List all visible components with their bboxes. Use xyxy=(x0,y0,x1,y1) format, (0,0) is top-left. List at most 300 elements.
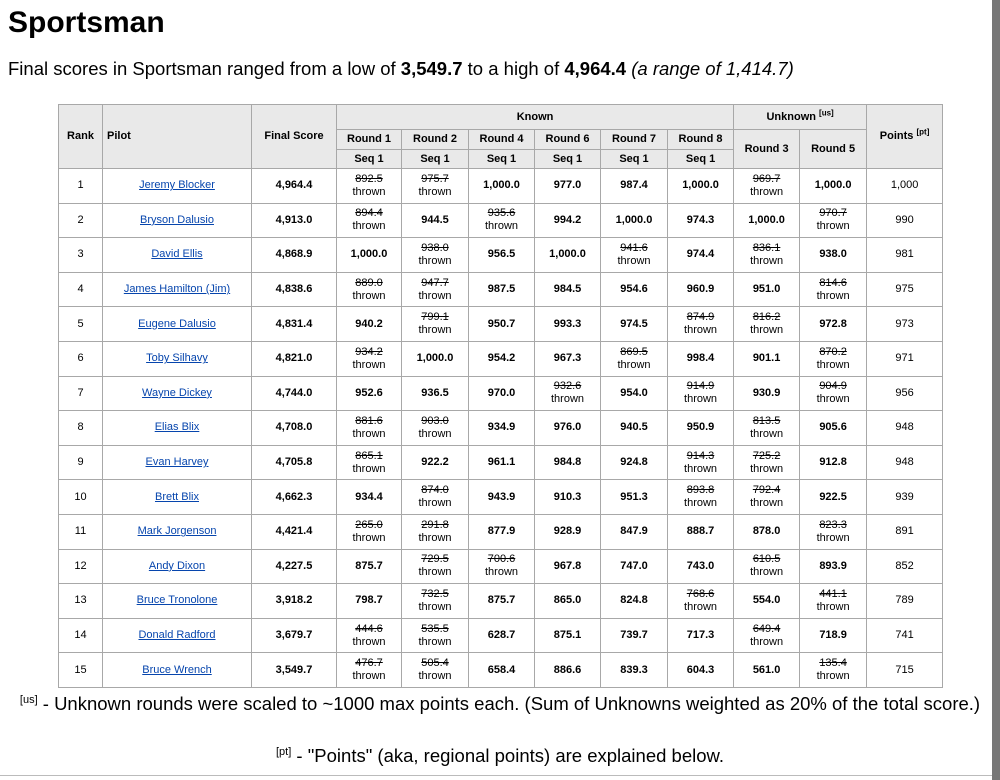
round-score-cell xyxy=(402,480,469,515)
round-score-cell xyxy=(734,514,800,549)
round-score-cell xyxy=(535,307,601,342)
thrown-score: 969.7 xyxy=(752,172,781,185)
thrown-label: thrown xyxy=(418,566,452,579)
thrown-score: 441.1 xyxy=(819,587,847,600)
thrown-score: 265.0 xyxy=(355,518,383,531)
round-score-cell xyxy=(402,169,469,204)
counted-score: 934.9 xyxy=(487,421,516,434)
thrown-score: 893.8 xyxy=(686,484,715,497)
thrown-label: thrown xyxy=(617,254,651,267)
pilot-cell xyxy=(103,618,252,653)
round-score-cell xyxy=(668,514,734,549)
footnote-us-text: - Unknown rounds were scaled to ~1000 max points each. (Sum of Unknowns weighted as 20% of the total score.) xyxy=(37,693,981,714)
round-score-cell xyxy=(469,169,535,204)
round-score-cell xyxy=(402,514,469,549)
counted-score: 878.0 xyxy=(752,525,781,538)
counted-score: 952.6 xyxy=(355,386,383,399)
round-score-cell xyxy=(601,549,668,584)
pilot-link[interactable]: Bryson Dalusio xyxy=(140,213,214,226)
counted-score: 1,000.0 xyxy=(350,248,388,261)
table-row xyxy=(59,445,943,480)
pilot-link[interactable]: Toby Silhavy xyxy=(146,352,208,365)
round-score-cell xyxy=(734,169,800,204)
final-score-cell: 3,918.2 xyxy=(252,584,337,619)
round-score-cell xyxy=(535,411,601,446)
round-score-cell xyxy=(601,514,668,549)
thrown-score: 975.7 xyxy=(421,172,449,185)
thrown-label: thrown xyxy=(750,462,784,475)
counted-score: 987.5 xyxy=(487,283,516,296)
counted-score: 993.3 xyxy=(553,317,582,330)
header-round: Round 7 xyxy=(601,130,668,150)
pilot-link[interactable]: Andy Dixon xyxy=(148,559,206,572)
table-row xyxy=(59,480,943,515)
header-unknown-round: Round 3 xyxy=(734,130,800,169)
thrown-label: thrown xyxy=(550,393,585,406)
thrown-score: 476.7 xyxy=(355,657,383,670)
thrown-score: 904.9 xyxy=(819,380,847,393)
counted-score: 970.0 xyxy=(487,386,516,399)
thrown-score: 874.0 xyxy=(421,484,449,497)
round-score-cell xyxy=(337,584,402,619)
counted-score: 1,000.0 xyxy=(748,213,785,226)
points-cell: 852 xyxy=(867,549,943,584)
round-score-cell xyxy=(337,653,402,688)
counted-score: 972.8 xyxy=(819,317,847,330)
round-score-cell xyxy=(668,480,734,515)
pilot-link[interactable]: James Hamilton (Jim) xyxy=(123,283,231,296)
table-row xyxy=(59,514,943,549)
thrown-score: 932.6 xyxy=(553,380,582,393)
rank-cell: 3 xyxy=(59,238,103,273)
round-score-cell xyxy=(337,238,402,273)
thrown-score: 535.5 xyxy=(421,622,449,635)
final-score-cell: 3,549.7 xyxy=(252,653,337,688)
counted-score: 893.9 xyxy=(819,559,847,572)
thrown-label: thrown xyxy=(750,324,784,337)
counted-score: 984.8 xyxy=(553,456,582,469)
section-title: Sportsman xyxy=(8,6,165,39)
thrown-score: 729.5 xyxy=(421,553,449,566)
header-seq: Seq 1 xyxy=(469,150,535,169)
points-cell: 741 xyxy=(867,618,943,653)
thrown-score: 814.6 xyxy=(819,276,847,289)
rank-cell: 15 xyxy=(59,653,103,688)
thrown-label: thrown xyxy=(816,670,850,683)
round-score-cell xyxy=(402,341,469,376)
round-score-cell xyxy=(469,203,535,238)
round-score-cell xyxy=(734,653,800,688)
counted-score: 604.3 xyxy=(686,663,715,676)
round-score-cell xyxy=(734,203,800,238)
round-score-cell xyxy=(734,376,800,411)
round-score-cell xyxy=(402,549,469,584)
thrown-score: 444.6 xyxy=(355,622,383,635)
round-score-cell xyxy=(734,549,800,584)
counted-score: 888.7 xyxy=(686,525,715,538)
table-row xyxy=(59,411,943,446)
round-score-cell xyxy=(402,203,469,238)
points-cell: 715 xyxy=(867,653,943,688)
counted-score: 960.9 xyxy=(686,283,715,296)
header-round: Round 1 xyxy=(337,130,402,150)
thrown-label: thrown xyxy=(816,600,850,613)
counted-score: 839.3 xyxy=(620,663,648,676)
thrown-score: 914.3 xyxy=(686,449,715,462)
round-score-cell xyxy=(535,376,601,411)
thrown-score: 732.5 xyxy=(421,587,449,600)
thrown-score: 792.4 xyxy=(752,484,781,497)
round-score-cell xyxy=(601,169,668,204)
round-score-cell xyxy=(469,549,535,584)
counted-score: 875.7 xyxy=(355,559,383,572)
counted-score: 886.6 xyxy=(553,663,582,676)
thrown-label: thrown xyxy=(418,600,452,613)
rank-cell: 10 xyxy=(59,480,103,515)
table-row xyxy=(59,376,943,411)
thrown-label: thrown xyxy=(418,185,452,198)
pilot-link[interactable]: David Ellis xyxy=(151,248,203,261)
thrown-label: thrown xyxy=(750,185,784,198)
counted-score: 951.0 xyxy=(752,283,781,296)
counted-score: 912.8 xyxy=(819,456,847,469)
points-cell: 981 xyxy=(867,238,943,273)
thrown-score: 881.6 xyxy=(355,414,383,427)
pilot-cell xyxy=(103,480,252,515)
counted-score: 994.2 xyxy=(553,213,582,226)
round-score-cell xyxy=(800,272,867,307)
counted-score: 905.6 xyxy=(819,421,847,434)
counted-score: 950.7 xyxy=(487,317,516,330)
round-score-cell xyxy=(469,514,535,549)
round-score-cell xyxy=(800,618,867,653)
round-score-cell xyxy=(535,445,601,480)
thrown-score: 892.5 xyxy=(355,172,383,185)
round-score-cell xyxy=(800,514,867,549)
counted-score: 924.8 xyxy=(620,456,648,469)
points-cell: 990 xyxy=(867,203,943,238)
footnote-pt-mark: [pt] xyxy=(275,745,292,758)
rank-cell: 8 xyxy=(59,411,103,446)
thrown-label: thrown xyxy=(816,393,850,406)
pilot-cell xyxy=(103,169,252,204)
round-score-cell xyxy=(800,376,867,411)
round-score-cell xyxy=(668,341,734,376)
round-score-cell xyxy=(469,272,535,307)
counted-score: 875.7 xyxy=(487,594,516,607)
thrown-score: 870.2 xyxy=(819,345,847,358)
thrown-score: 505.4 xyxy=(421,657,449,670)
pilot-link[interactable]: Mark Jorgenson xyxy=(137,525,217,538)
round-score-cell xyxy=(668,445,734,480)
thrown-label: thrown xyxy=(750,635,784,648)
counted-score: 940.5 xyxy=(620,421,648,434)
counted-score: 928.9 xyxy=(553,525,582,538)
counted-score: 1,000.0 xyxy=(615,213,653,226)
pilot-cell xyxy=(103,549,252,584)
thrown-label: thrown xyxy=(484,220,519,233)
thrown-label: thrown xyxy=(684,324,718,337)
counted-score: 717.3 xyxy=(686,629,715,642)
round-score-cell xyxy=(535,238,601,273)
counted-score: 961.1 xyxy=(487,456,516,469)
pilot-cell xyxy=(103,653,252,688)
round-score-cell xyxy=(668,272,734,307)
thrown-score: 725.2 xyxy=(752,449,781,462)
thrown-label: thrown xyxy=(352,531,386,544)
round-score-cell xyxy=(601,272,668,307)
counted-score: 956.5 xyxy=(487,248,516,261)
pilot-link[interactable]: Wayne Dickey xyxy=(142,386,212,399)
counted-score: 950.9 xyxy=(686,421,715,434)
counted-score: 976.0 xyxy=(553,421,582,434)
thrown-label: thrown xyxy=(352,289,386,302)
round-score-cell xyxy=(535,341,601,376)
counted-score: 1,000.0 xyxy=(483,179,520,192)
pilot-link[interactable]: Elias Blix xyxy=(154,421,200,434)
counted-score: 877.9 xyxy=(487,525,516,538)
thrown-label: thrown xyxy=(352,185,386,198)
table-row xyxy=(59,238,943,273)
counted-score: 847.9 xyxy=(620,525,648,538)
counted-score: 974.4 xyxy=(686,248,715,261)
round-score-cell xyxy=(469,411,535,446)
round-score-cell xyxy=(337,203,402,238)
thrown-label: thrown xyxy=(684,393,718,406)
round-score-cell xyxy=(337,341,402,376)
thrown-label: thrown xyxy=(418,635,452,648)
results-table xyxy=(58,104,943,688)
pilot-cell xyxy=(103,272,252,307)
thrown-label: thrown xyxy=(684,600,718,613)
round-score-cell xyxy=(337,411,402,446)
round-score-cell xyxy=(337,376,402,411)
round-score-cell xyxy=(734,238,800,273)
thrown-score: 934.2 xyxy=(355,345,383,358)
thrown-score: 970.7 xyxy=(819,207,847,220)
footnote-us-ref: [us] xyxy=(819,107,834,117)
thrown-label: thrown xyxy=(352,427,386,440)
pilot-cell xyxy=(103,203,252,238)
thrown-label: thrown xyxy=(684,497,718,510)
round-score-cell xyxy=(402,411,469,446)
counted-score: 987.4 xyxy=(620,179,648,192)
round-score-cell xyxy=(800,653,867,688)
thrown-label: thrown xyxy=(352,670,386,683)
pilot-link[interactable]: Bruce Tronolone xyxy=(136,594,218,607)
round-score-cell xyxy=(668,584,734,619)
round-score-cell xyxy=(668,618,734,653)
round-score-cell xyxy=(601,307,668,342)
round-score-cell xyxy=(734,618,800,653)
header-round: Round 6 xyxy=(535,130,601,150)
counted-score: 944.5 xyxy=(421,213,449,226)
round-score-cell xyxy=(469,307,535,342)
counted-score: 934.4 xyxy=(355,490,383,503)
round-score-cell xyxy=(800,203,867,238)
thrown-score: 610.5 xyxy=(752,553,781,566)
footnote-us-mark: [us] xyxy=(19,693,38,706)
points-cell: 1,000 xyxy=(867,169,943,204)
thrown-label: thrown xyxy=(352,635,386,648)
rank-cell: 9 xyxy=(59,445,103,480)
thrown-score: 874.9 xyxy=(686,311,715,324)
round-score-cell xyxy=(601,411,668,446)
thrown-label: thrown xyxy=(418,670,452,683)
round-score-cell xyxy=(601,480,668,515)
header-seq: Seq 1 xyxy=(601,150,668,169)
round-score-cell xyxy=(535,653,601,688)
thrown-label: thrown xyxy=(750,497,784,510)
thrown-score: 869.5 xyxy=(620,345,648,358)
header-round: Round 4 xyxy=(469,130,535,150)
table-row xyxy=(59,549,943,584)
round-score-cell xyxy=(535,272,601,307)
thrown-score: 816.2 xyxy=(752,311,781,324)
thrown-score: 813.5 xyxy=(752,414,781,427)
round-score-cell xyxy=(668,169,734,204)
points-cell: 975 xyxy=(867,272,943,307)
round-score-cell xyxy=(402,618,469,653)
counted-score: 1,000.0 xyxy=(682,179,719,192)
rank-cell: 12 xyxy=(59,549,103,584)
round-score-cell xyxy=(800,480,867,515)
thrown-label: thrown xyxy=(418,531,452,544)
round-score-cell xyxy=(668,549,734,584)
counted-score: 954.2 xyxy=(487,352,516,365)
thrown-label: thrown xyxy=(617,358,651,371)
rank-cell: 11 xyxy=(59,514,103,549)
round-score-cell xyxy=(469,618,535,653)
counted-score: 910.3 xyxy=(553,490,582,503)
thrown-score: 914.9 xyxy=(686,380,715,393)
round-score-cell xyxy=(601,341,668,376)
pilot-link[interactable]: Jeremy Blocker xyxy=(139,179,215,192)
final-score-cell: 4,838.6 xyxy=(252,272,337,307)
rank-cell: 2 xyxy=(59,203,103,238)
thrown-label: thrown xyxy=(418,324,452,337)
table-row xyxy=(59,653,943,688)
header-seq: Seq 1 xyxy=(535,150,601,169)
counted-score: 951.3 xyxy=(620,490,648,503)
pilot-link[interactable]: Eugene Dalusio xyxy=(138,317,216,330)
thrown-score: 700.6 xyxy=(487,553,516,566)
header-points-label: Points xyxy=(879,130,914,142)
round-score-cell xyxy=(402,307,469,342)
header-seq: Seq 1 xyxy=(337,150,402,169)
table-row xyxy=(59,272,943,307)
round-score-cell xyxy=(800,238,867,273)
thrown-label: thrown xyxy=(816,358,850,371)
header-pilot: Pilot xyxy=(103,105,252,169)
round-score-cell xyxy=(402,376,469,411)
pilot-link[interactable]: Bruce Wrench xyxy=(142,663,212,676)
round-score-cell xyxy=(800,445,867,480)
round-score-cell xyxy=(734,341,800,376)
counted-score: 936.5 xyxy=(421,386,449,399)
rank-cell: 7 xyxy=(59,376,103,411)
thrown-label: thrown xyxy=(418,254,452,267)
counted-score: 658.4 xyxy=(487,663,516,676)
final-score-cell: 4,913.0 xyxy=(252,203,337,238)
footnote-us xyxy=(0,693,1000,715)
thrown-score: 649.4 xyxy=(752,622,781,635)
counted-score: 561.0 xyxy=(752,663,781,676)
counted-score: 977.0 xyxy=(553,179,582,192)
counted-score: 739.7 xyxy=(620,629,648,642)
pilot-link[interactable]: Donald Radford xyxy=(138,629,216,642)
final-score-cell: 4,708.0 xyxy=(252,411,337,446)
counted-score: 628.7 xyxy=(487,629,516,642)
round-score-cell xyxy=(734,480,800,515)
round-score-cell xyxy=(535,514,601,549)
thrown-score: 865.1 xyxy=(355,449,383,462)
rank-cell: 6 xyxy=(59,341,103,376)
final-score-cell: 3,679.7 xyxy=(252,618,337,653)
round-score-cell xyxy=(601,584,668,619)
points-cell: 948 xyxy=(867,445,943,480)
rank-cell: 14 xyxy=(59,618,103,653)
table-row xyxy=(59,341,943,376)
round-score-cell xyxy=(668,376,734,411)
header-round: Round 2 xyxy=(402,130,469,150)
table-body xyxy=(59,169,943,688)
points-cell: 939 xyxy=(867,480,943,515)
footnote-pt xyxy=(0,745,1000,767)
final-score-cell: 4,868.9 xyxy=(252,238,337,273)
counted-score: 554.0 xyxy=(752,594,781,607)
counted-score: 922.2 xyxy=(421,456,449,469)
round-score-cell xyxy=(337,549,402,584)
round-score-cell xyxy=(601,653,668,688)
pilot-cell xyxy=(103,584,252,619)
intro-range: (a range of 1,414.7) xyxy=(631,58,794,79)
round-score-cell xyxy=(337,445,402,480)
round-score-cell xyxy=(800,341,867,376)
round-score-cell xyxy=(469,341,535,376)
counted-score: 974.3 xyxy=(686,213,715,226)
round-score-cell xyxy=(734,272,800,307)
counted-score: 865.0 xyxy=(553,594,582,607)
pilot-cell xyxy=(103,341,252,376)
points-cell: 948 xyxy=(867,411,943,446)
round-score-cell xyxy=(734,307,800,342)
table-row xyxy=(59,584,943,619)
thrown-score: 823.3 xyxy=(819,518,847,531)
thrown-label: thrown xyxy=(352,358,386,371)
round-score-cell xyxy=(337,514,402,549)
thrown-score: 941.6 xyxy=(620,241,648,254)
pilot-link[interactable]: Brett Blix xyxy=(154,490,199,503)
round-score-cell xyxy=(800,307,867,342)
counted-score: 974.5 xyxy=(620,317,648,330)
thrown-label: thrown xyxy=(816,531,850,544)
final-score-cell: 4,662.3 xyxy=(252,480,337,515)
thrown-label: thrown xyxy=(484,566,519,579)
pilot-link[interactable]: Evan Harvey xyxy=(145,456,209,469)
counted-score: 875.1 xyxy=(553,629,582,642)
rank-cell: 1 xyxy=(59,169,103,204)
counted-score: 798.7 xyxy=(355,594,383,607)
page-right-border xyxy=(992,0,1000,780)
rank-cell: 5 xyxy=(59,307,103,342)
counted-score: 938.0 xyxy=(819,248,847,261)
final-score-cell: 4,744.0 xyxy=(252,376,337,411)
pilot-cell xyxy=(103,411,252,446)
thrown-label: thrown xyxy=(352,462,386,475)
thrown-score: 135.4 xyxy=(819,657,847,670)
round-score-cell xyxy=(601,445,668,480)
